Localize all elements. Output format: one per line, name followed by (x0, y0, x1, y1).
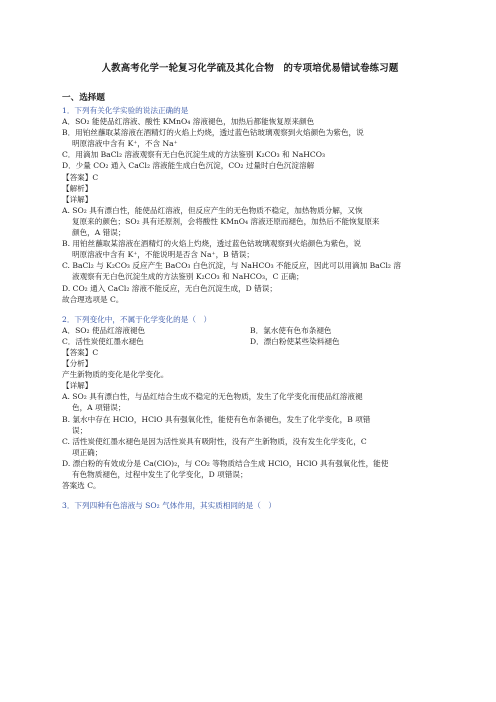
detail-line: 颜色，A 错误； (72, 228, 126, 238)
detail-line: 项正确； (72, 447, 103, 457)
detail-line: 故合理选项是 C。 (62, 294, 124, 304)
question-2 (62, 314, 438, 492)
analysis-label: 【解析】 (62, 183, 93, 193)
option-text: C．活性炭使红墨水褪色 (62, 336, 144, 346)
question-3-stem: 3．下列四种有色溶液与 SO₂ 气体作用，其实质相同的是（ ） (62, 501, 276, 511)
detail-line: 误； (72, 425, 88, 435)
page-title: 人教高考化学一轮复习化学硫及其化合物 的专项培优易错试卷练习题 (101, 63, 399, 74)
detail-line: C. BaCl₂ 与 K₂CO₃ 反应产生 BaCO₃ 白色沉淀，与 NaHCO₃ 不能反应，因此可以用滴加 BaCl₂ 溶 (62, 261, 401, 271)
option-text: A．SO₂ 使品红溶液褪色 (62, 325, 146, 335)
option-text: D．漂白粉使某些染料褪色 (250, 336, 340, 346)
option-text: D．少量 CO₂ 通入 CaCl₂ 溶液能生成白色沉淀，CO₂ 过量时白色沉淀溶解 (62, 161, 315, 171)
detail-line: A. SO₂ 具有漂白性，与品红结合生成不稳定的无色物质，发生了化学变化而使品红溶液褪 (62, 392, 363, 402)
option-text: 明原溶液中含有 K⁺，不含 Na⁺ (72, 139, 178, 149)
option-text: C．用滴加 BaCl₂ 溶液观察有无白色沉淀生成的方法鉴别 K₂CO₃ 和 NaHCO₃ (62, 150, 326, 160)
detail-line: 答案选 C。 (62, 481, 101, 491)
answer-label: 【答案】C (62, 347, 99, 357)
detail-line: B. 用铂丝蘸取某溶液在酒精灯的火焰上灼烧，透过蓝色钴玻璃观察到火焰颜色为紫色，说 (62, 239, 361, 249)
option-row (62, 325, 438, 336)
detail-line: A. SO₂ 具有漂白性，能使品红溶液，但反应产生的无色物质不稳定，加热物质分解，又恢 (62, 205, 363, 215)
analysis-label: 【分析】 (62, 359, 93, 369)
detail-line: D. 漂白粉的有效成分是 Ca(ClO)₂，与 CO₂ 等物质结合生成 HClO，HClO 具有强氧化性，能使 (62, 458, 389, 468)
detail-line: 色，A 项错误； (72, 403, 126, 413)
answer-label: 【答案】C (62, 172, 99, 182)
detail-line: C. 活性炭使红墨水褪色是因为活性炭具有吸附性，没有产生新物质，没有发生化学变化，C (62, 436, 367, 446)
question-2-stem: 2．下列变化中，不属于化学变化的是（ ） (62, 314, 212, 324)
detail-line: D. CO₂ 通入 CaCl₂ 溶液不能反应，无白色沉淀生成，D 错误； (62, 283, 277, 293)
section-heading: 一、选择题 (62, 93, 105, 103)
detail-line: 有色物质褪色，过程中发生了化学变化，D 项错误； (72, 470, 248, 479)
detail-label: 【详解】 (62, 194, 93, 204)
detail-line: 复原来的颜色；SO₂ 具有还原剂，会将酸性 KMnO₄ 溶液还原而褪色，加热后不能恢复原来 (72, 216, 380, 226)
option-row (62, 336, 438, 347)
question-1 (62, 105, 438, 305)
option-text: A．SO₂ 能使品红溶液、酸性 KMnO₄ 溶液褪色，加热后都能恢复原来颜色 (62, 117, 315, 127)
question-3 (62, 500, 438, 511)
detail-label: 【详解】 (62, 381, 93, 391)
detail-line: 明原溶液中含有 K⁺，不能说明是否含 Na⁺，B 错误； (72, 250, 254, 260)
option-text: B．氯水使有色布条褪色 (250, 325, 332, 335)
analysis-text: 产生新物质的变化是化学变化。 (62, 370, 169, 380)
question-1-stem: 1．下列有关化学实验的说法正确的是 (62, 106, 189, 115)
detail-line: 液观察有无白色沉淀生成的方法鉴别 K₂CO₃ 和 NaHCO₃，C 正确； (72, 272, 304, 282)
option-text: B．用铂丝蘸取某溶液在酒精灯的火焰上灼烧，透过蓝色钴玻璃观察到火焰颜色为紫色，说 (62, 128, 364, 138)
detail-line: B. 氯水中存在 HClO，HClO 具有强氧化性，能使有色布条褪色，发生了化学变化，B 项错 (62, 414, 371, 424)
